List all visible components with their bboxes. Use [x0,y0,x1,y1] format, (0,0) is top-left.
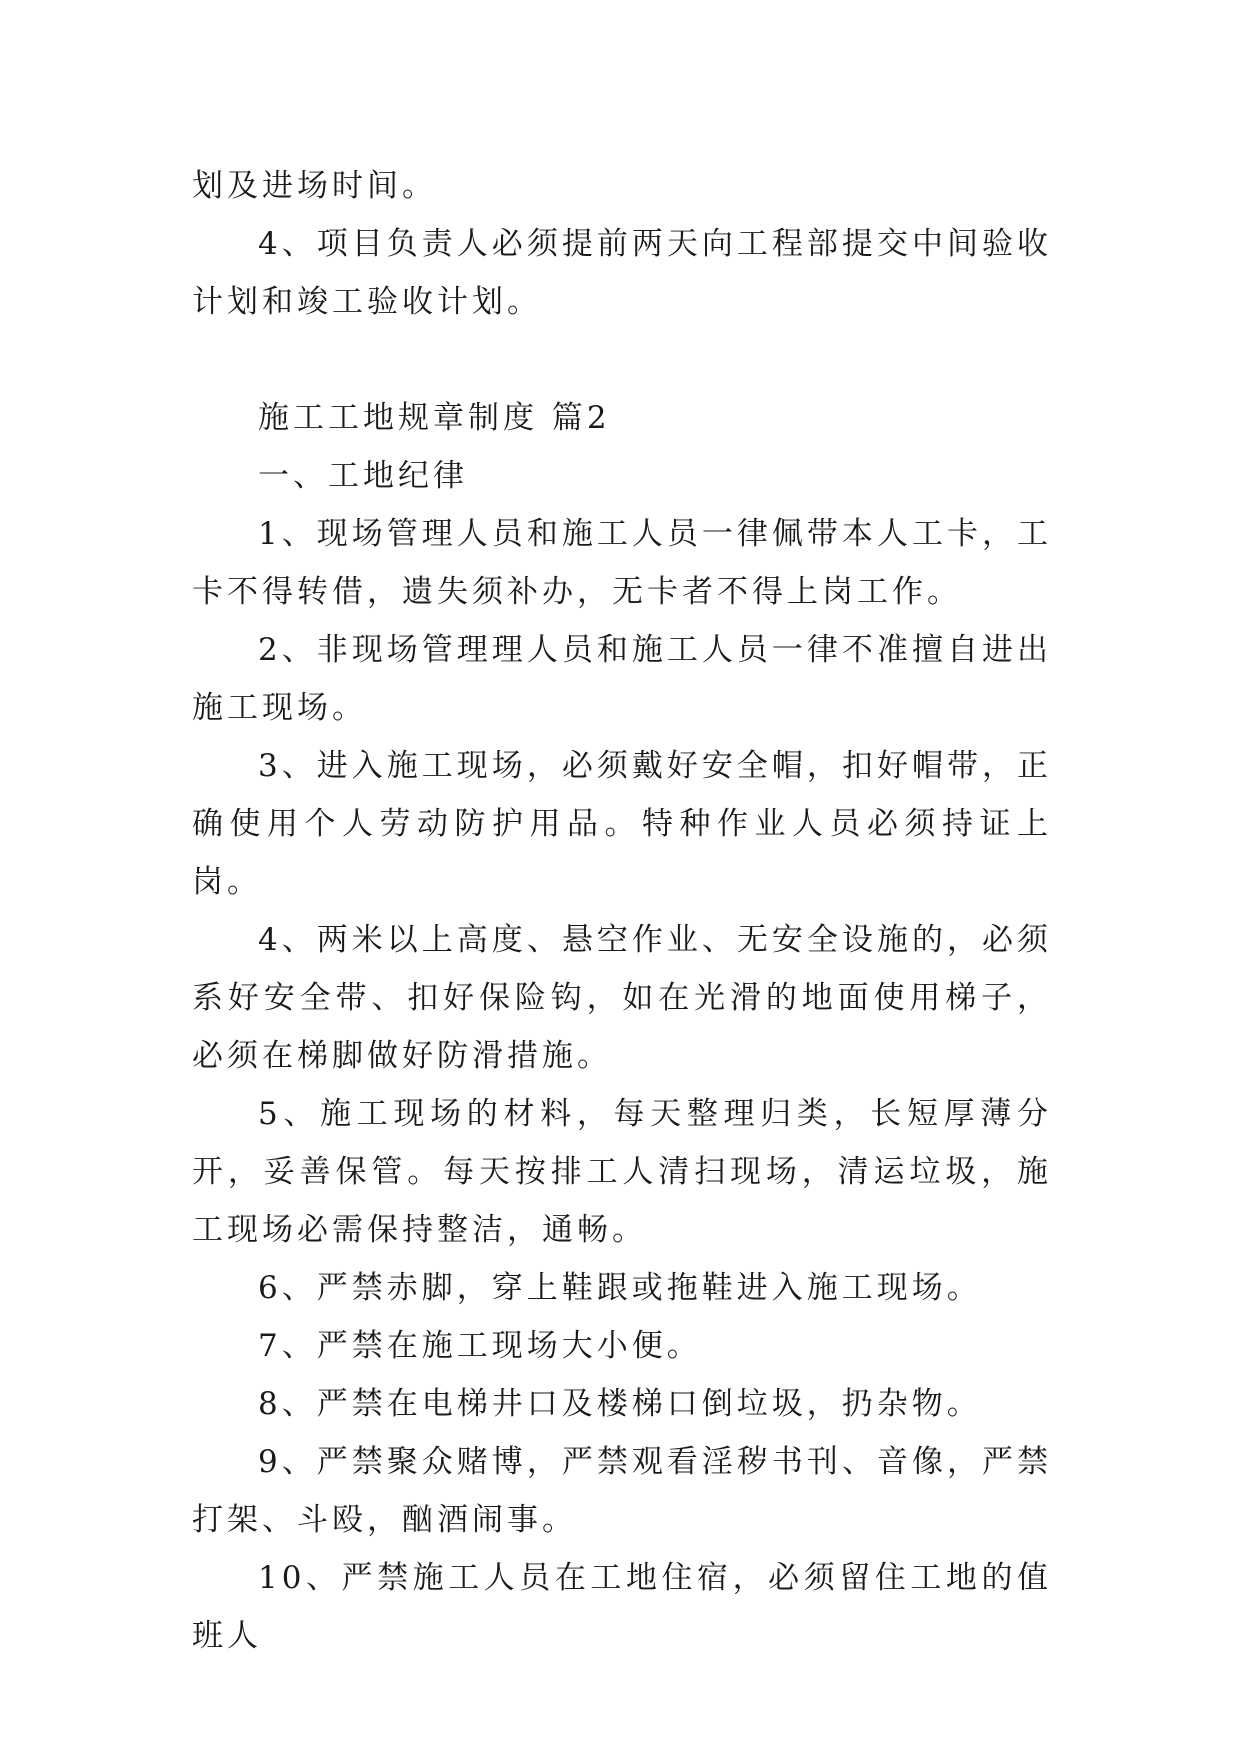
rule-item-3: 3、进入施工现场，必须戴好安全帽，扣好帽带，正确使用个人劳动防护用品。特种作业人员必须持证上岗。 [192,748,1052,900]
paragraph-item-4: 4、项目负责人必须提前两天向工程部提交中间验收计划和竣工验收计划。 [192,226,1052,320]
rule-item-2: 2、非现场管理理人员和施工人员一律不准擅自进出施工现场。 [192,632,1052,726]
section-spacer [192,331,1052,389]
rule-item-9: 9、严禁聚众赌博，严禁观看淫秽书刊、音像，严禁打架、斗殴，酗酒闹事。 [192,1444,1052,1538]
subsection-title: 一、工地纪律 [258,458,468,494]
rule-item-1: 1、现场管理人员和施工人员一律佩带本人工卡，工卡不得转借，遗失须补办，无卡者不得上岗工作。 [192,516,1052,610]
rule-item-6: 6、严禁赤脚，穿上鞋跟或拖鞋进入施工现场。 [258,1270,982,1306]
rule-item-4: 4、两米以上高度、悬空作业、无安全设施的，必须系好安全带、扣好保险钩，如在光滑的地面使用梯子，必须在梯脚做好防滑措施。 [192,922,1052,1074]
paragraph-continuation: 划及进场时间。 [192,168,437,204]
rule-item-10: 10、严禁施工人员在工地住宿，必须留住工地的值班人 [192,1560,1052,1654]
section-title: 施工工地规章制度 篇2 [258,400,611,436]
rule-item-8: 8、严禁在电梯井口及楼梯口倒垃圾，扔杂物。 [258,1386,982,1422]
rule-item-7: 7、严禁在施工现场大小便。 [258,1328,702,1364]
rule-item-5: 5、施工现场的材料，每天整理归类，长短厚薄分开，妥善保管。每天按排工人清扫现场，清运垃圾，施工现场必需保持整洁，通畅。 [192,1096,1052,1248]
document-body [192,157,1052,1665]
